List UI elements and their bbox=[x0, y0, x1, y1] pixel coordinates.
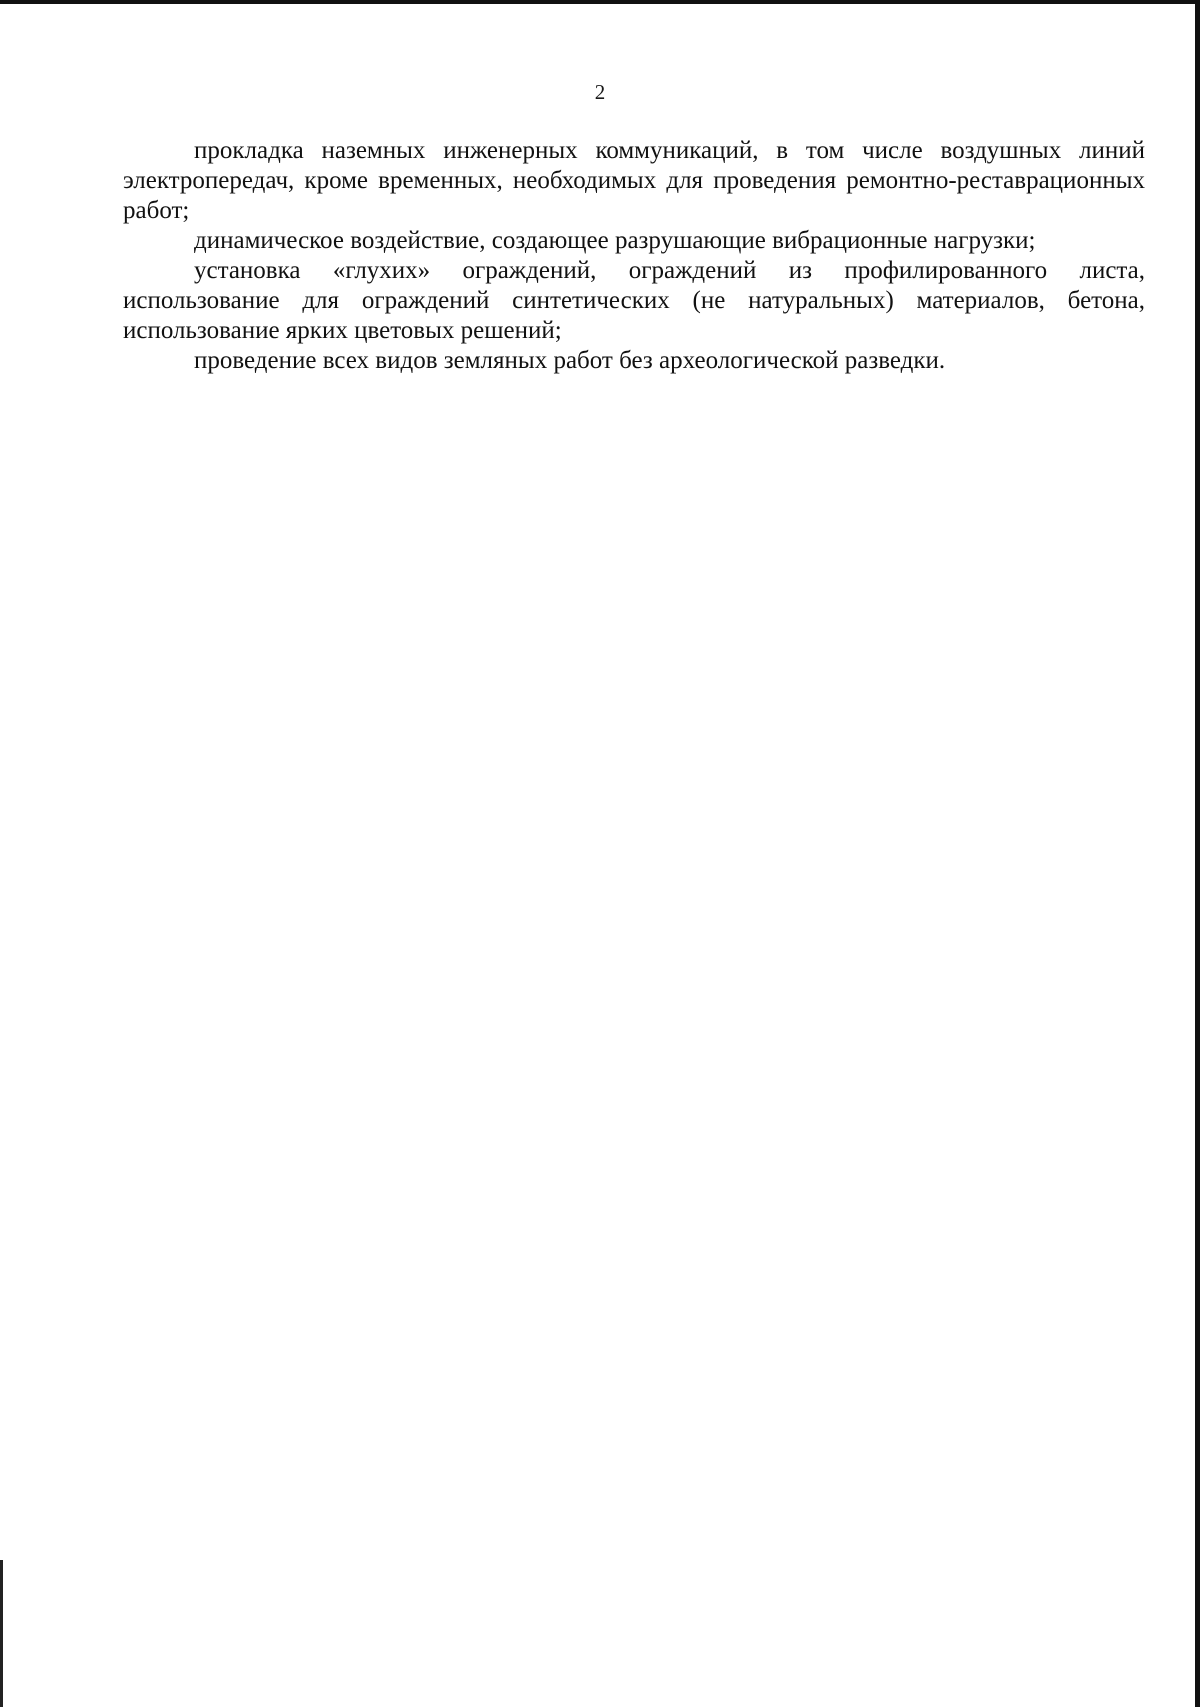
page-number: 2 bbox=[594, 80, 606, 104]
scan-edge-left bbox=[0, 1560, 3, 1707]
paragraph-earthworks: проведение всех видов земляных работ без археологической разведки. bbox=[194, 347, 946, 374]
scan-edge-right bbox=[1195, 0, 1200, 1707]
paragraph-utility-lines: прокладка наземных инженерных коммуникаций, в том числе воздушных линий электропередач, кроме временных, необходимых для проведения ремонтно-реставрационных работ; bbox=[123, 137, 1145, 224]
paragraph-vibration: динамическое воздействие, создающее разрушающие вибрационные нагрузки; bbox=[194, 227, 1036, 254]
paragraph-fencing: установка «глухих» ограждений, ограждений из профилированного листа, использование для ограждений синтетических (не натуральных) материалов, бетона, использование ярких цветовых решений; bbox=[123, 257, 1145, 344]
document-body bbox=[123, 136, 1145, 376]
scan-edge-top bbox=[0, 0, 1200, 4]
